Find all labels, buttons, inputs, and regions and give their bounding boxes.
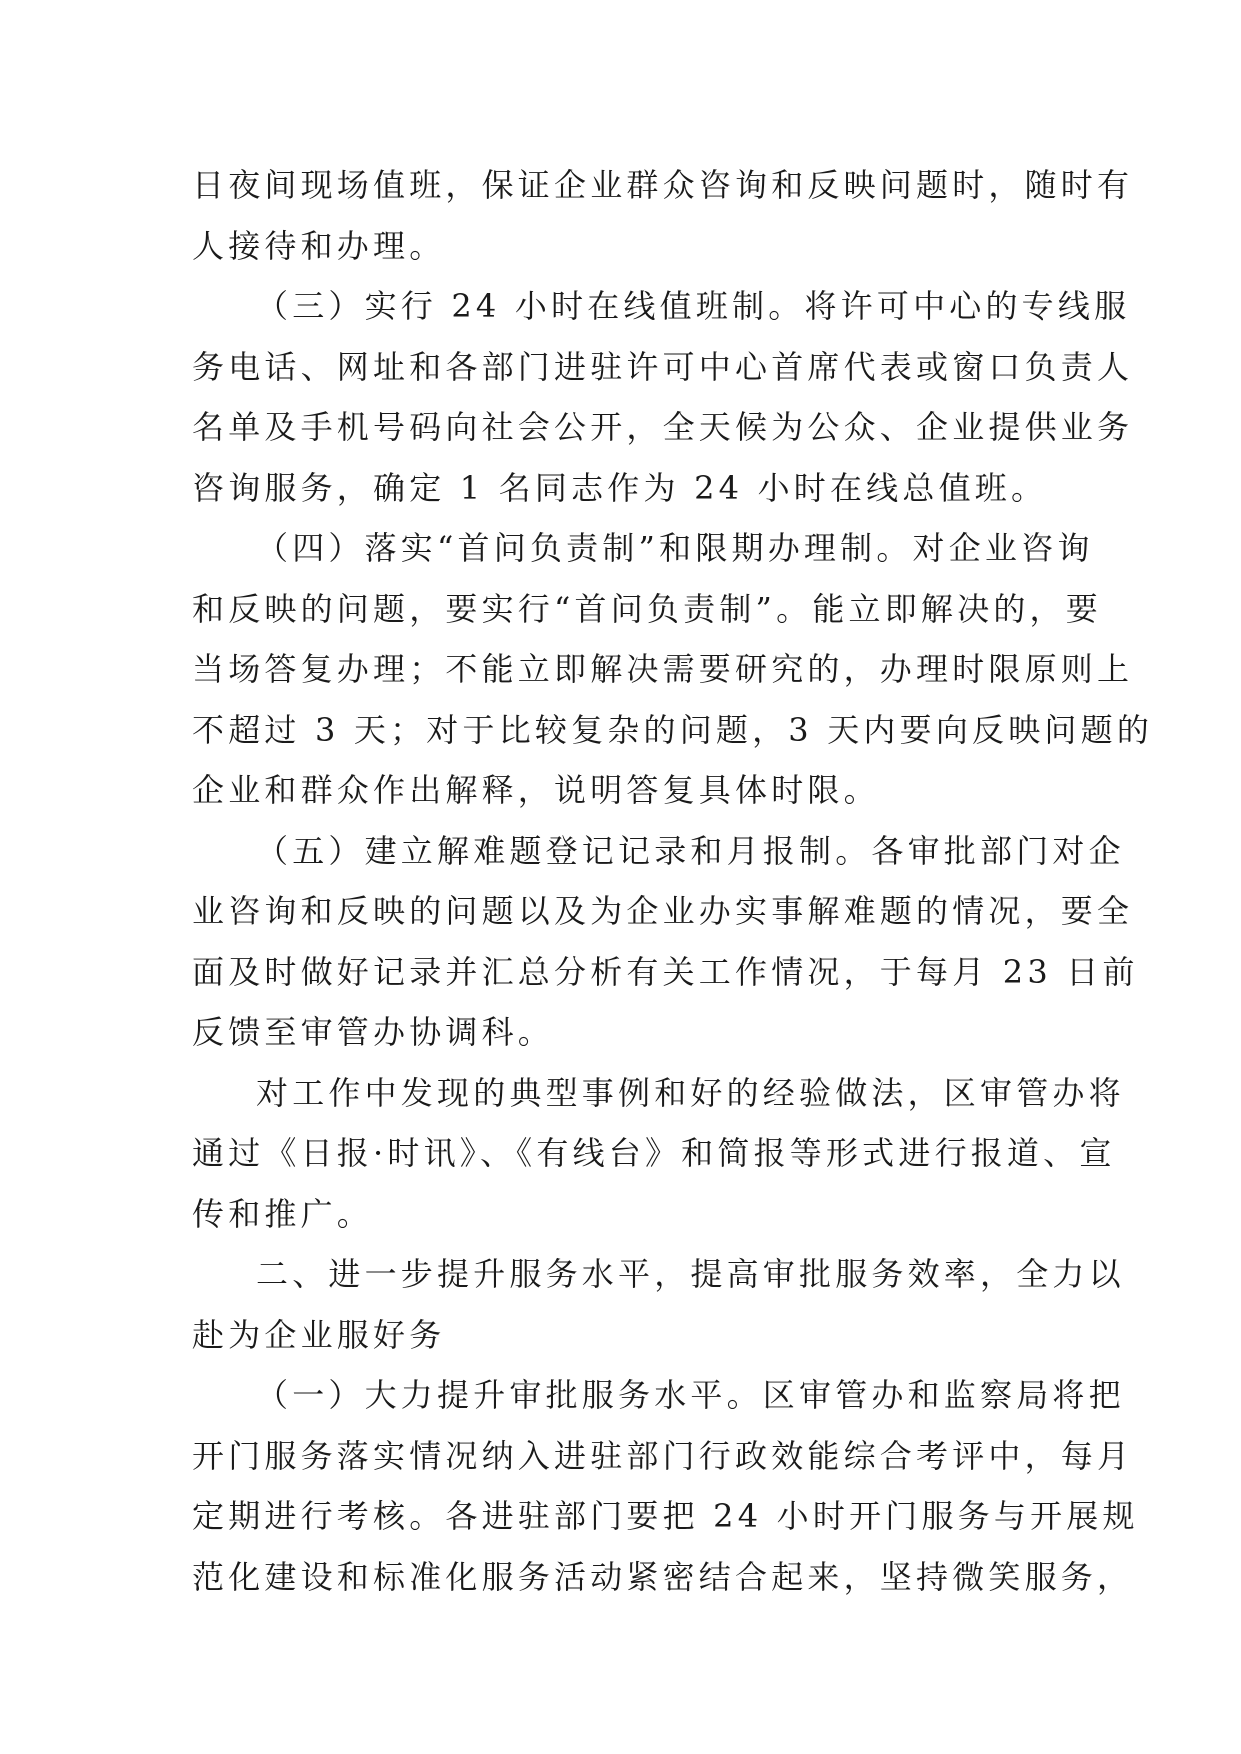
- text-line: 咨询服务，确定 1 名同志作为 24 小时在线总值班。: [192, 468, 1048, 507]
- text-line: 赴为企业服好务: [192, 1315, 446, 1354]
- text-line: 和反映的问题，要实行“首问负责制”。能立即解决的，要: [192, 589, 1102, 628]
- text-line: 业咨询和反映的问题以及为企业办实事解难题的情况，要全: [192, 892, 1134, 930]
- paragraph-1: [192, 155, 1134, 276]
- text-line: 人接待和办理。: [192, 226, 446, 265]
- text-line: 名单及手机号码向社会公开，全天候为公众、企业提供业务: [192, 408, 1134, 446]
- text-line: （四）落实“首问负责制”和限期办理制。对企业咨询: [256, 529, 1094, 567]
- text-line: 面及时做好记录并汇总分析有关工作情况，于每月 23 日前: [192, 952, 1139, 991]
- text-line: 不超过 3 天；对于比较复杂的问题，3 天内要向反映问题的: [192, 710, 1154, 749]
- paragraph-6: [192, 1244, 1125, 1365]
- paragraph-7: [192, 1365, 1139, 1607]
- text-line: 通过《日报·时讯》、《有线台》和简报等形式进行报道、宣: [192, 1134, 1116, 1172]
- paragraph-5: [192, 1063, 1125, 1245]
- text-line: 开门服务落实情况纳入进驻部门行政效能综合考评中，每月: [192, 1436, 1134, 1475]
- text-line: （三）实行 24 小时在线值班制。将许可中心的专线服: [256, 287, 1131, 325]
- text-line: 日夜间现场值班，保证企业群众咨询和反映问题时，随时有: [192, 166, 1134, 204]
- text-line: 范化建设和标准化服务活动紧密结合起来，坚持微笑服务，: [192, 1557, 1134, 1596]
- text-line: 传和推广。: [192, 1194, 374, 1233]
- text-line: 对工作中发现的典型事例和好的经验做法，区审管办将: [256, 1073, 1125, 1112]
- text-line: 定期进行考核。各进驻部门要把 24 小时开门服务与开展规: [192, 1497, 1139, 1535]
- document-body: [192, 155, 1154, 1607]
- text-line: 反馈至审管办协调科。: [192, 1013, 555, 1051]
- text-line: （一）大力提升审批服务水平。区审管办和监察局将把: [256, 1376, 1125, 1414]
- text-line: 当场答复办理；不能立即解决需要研究的，办理时限原则上: [192, 650, 1134, 688]
- text-line: 企业和群众作出解释，说明答复具体时限。: [192, 771, 880, 809]
- text-line: 二、进一步提升服务水平，提高审批服务效率，全力以: [256, 1255, 1125, 1293]
- paragraph-4: [192, 821, 1139, 1063]
- paragraph-2: [192, 276, 1134, 518]
- paragraph-3: [192, 518, 1154, 821]
- text-line: （五）建立解难题登记记录和月报制。各审批部门对企: [256, 831, 1125, 870]
- text-line: 务电话、网址和各部门进驻许可中心首席代表或窗口负责人: [192, 347, 1134, 386]
